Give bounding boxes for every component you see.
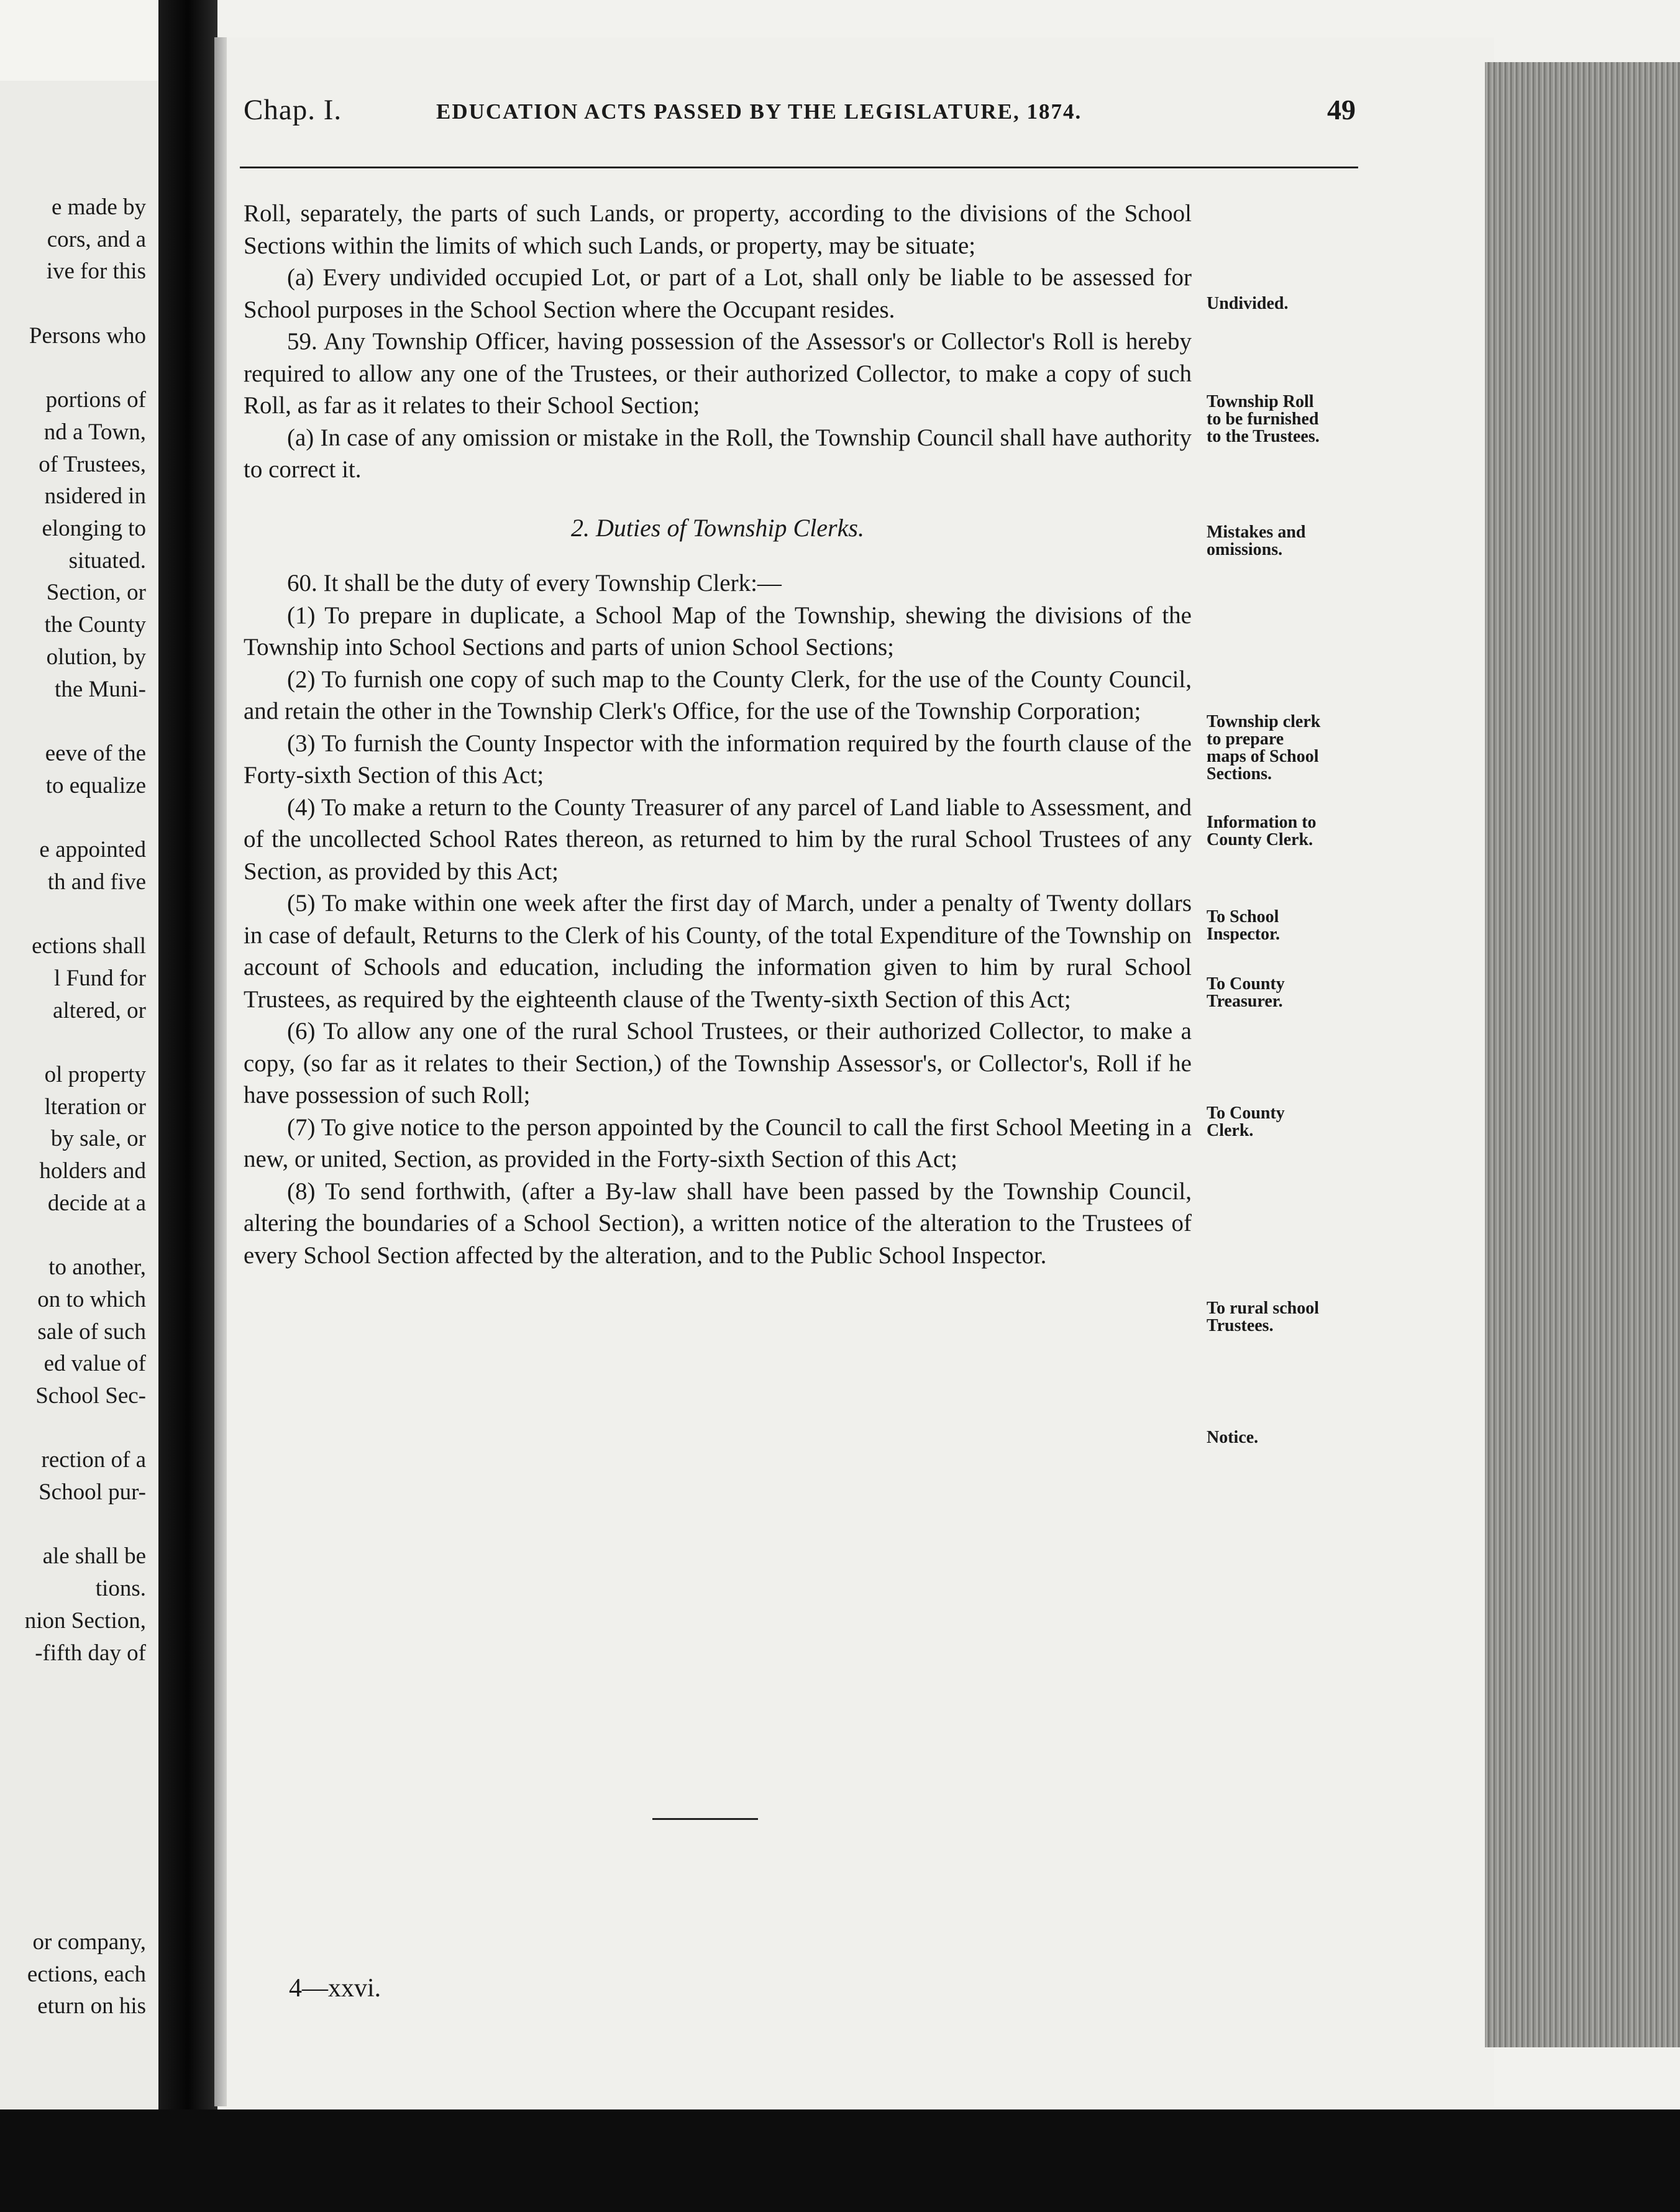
margin-note-mistakes: Mistakes and omissions. — [1207, 523, 1306, 559]
book-gutter — [158, 0, 217, 2113]
margin-note-notice: Notice. — [1207, 1428, 1259, 1447]
clause-4: (4) To make a return to the County Treasurer of any parcel of Land liable to Assessment, and of the uncollected School Rates thereon, as returned to him by the rural School Trustees of any Section, as provided by this Act; — [244, 793, 1192, 885]
clause-6: (6) To allow any one of the rural School Trustees, or their authorized Collector, to make a copy, (so far as it relates to their Section,) of the Township Assessor's, or Collector's, Roll if he have possession of such Roll; — [244, 1018, 1192, 1108]
left-page-line: ections shall — [32, 933, 146, 959]
left-page-line: -fifth day of — [35, 1640, 146, 1666]
section-heading: 2. Duties of Township Clerks. — [571, 513, 864, 542]
left-page-header-area — [0, 0, 158, 81]
left-page-line: ections, each — [27, 1961, 146, 1987]
margin-note-maps: Township clerk to prepare maps of School Sections. — [1207, 712, 1321, 784]
left-page-line: e appointed — [39, 837, 146, 862]
left-page-line: rection of a — [41, 1447, 146, 1473]
left-page-line: e made by — [51, 194, 146, 220]
scan-border — [0, 2109, 1680, 2212]
printer-signature: 4—xxvi. — [289, 1974, 381, 2003]
left-page-line: eeve of the — [45, 740, 146, 766]
left-page-line: by sale, or — [50, 1126, 146, 1152]
left-page-line: Persons who — [29, 322, 146, 349]
body-text — [244, 198, 1192, 1271]
chapter-label: Chap. I. — [244, 94, 342, 126]
left-page-line: decide at a — [47, 1190, 146, 1216]
paragraph: Roll, separately, the parts of such Lands, or property, according to the divisions of the School Sections within the limits of which such Lands, or property, may be situate; — [244, 200, 1192, 259]
left-page-line: or company, — [32, 1929, 146, 1955]
clause-2: (2) To furnish one copy of such map to the County Clerk, for the use of the County Council, and retain the other in the Township Clerk's Office, for the use of the Township Corporation; — [244, 665, 1192, 724]
header-rule — [240, 167, 1358, 168]
left-page-line: ale shall be — [42, 1543, 146, 1570]
gutter-shadow — [214, 37, 228, 2106]
left-page-line: altered, or — [53, 997, 146, 1023]
left-page-line: holders and — [39, 1158, 146, 1184]
left-page-line: lteration or — [44, 1094, 146, 1120]
left-page-line: situated. — [68, 547, 146, 574]
left-page-line: nd a Town, — [43, 419, 146, 445]
left-page-line: olution, by — [46, 644, 146, 670]
left-page-line: on to which — [37, 1286, 146, 1312]
left-page-line: l Fund for — [54, 965, 146, 991]
left-page-line: portions of — [45, 387, 146, 413]
end-rule — [652, 1818, 758, 1820]
left-page-line: nsidered in — [44, 483, 146, 510]
left-page-line: School pur- — [39, 1479, 146, 1505]
left-page-line: the Muni- — [55, 676, 146, 702]
left-page-line: to another, — [48, 1255, 146, 1281]
margin-note-undivided: Undivided. — [1207, 294, 1289, 313]
left-page-line: eturn on his — [37, 1993, 146, 2019]
margin-note-info-county: Information to County Clerk. — [1207, 813, 1317, 849]
left-page-line: th and five — [47, 869, 146, 895]
section-60: 60. It shall be the duty of every Township Clerk:— — [287, 570, 782, 596]
clause-5: (5) To make within one week after the first day of March, under a penalty of Twenty dollars in case of default, Returns to the Clerk of his County, of the total Expenditure of the Township on account of Schools and education, including the information given to him by rural School Trustees, as required by the eighteenth clause of the Twenty-sixth Section of this Act; — [244, 890, 1192, 1013]
page-number: 49 — [1327, 94, 1356, 126]
clause-7: (7) To give notice to the person appointed by the Council to call the first School Meeting in a new, or united, Section, as provided in the Forty-sixth Section of this Act; — [244, 1113, 1192, 1172]
clause-8: (8) To send forthwith, (after a By-law shall have been passed by the Township Council, altering the boundaries of a School Section), a written notice of the alteration to the Trustees of every School Section affected by the alteration, and to the Public School Inspector. — [244, 1177, 1192, 1269]
running-head — [244, 93, 1356, 137]
margin-note-roll: Township Roll to be furnished to the Trustees. — [1207, 392, 1320, 446]
paragraph: (a) Every undivided occupied Lot, or part of a Lot, shall only be liable to be assessed for School purposes in the School Section where the Occupant resides. — [244, 264, 1192, 323]
left-page-line: cors, and a — [47, 226, 146, 252]
left-page-line: Section, or — [46, 580, 146, 606]
clause-3: (3) To furnish the County Inspector with the information required by the fourth clause of the Forty-sixth Section of this Act; — [244, 729, 1192, 788]
left-page-line: to equalize — [45, 772, 146, 798]
left-page-line: ive for this — [46, 258, 146, 285]
left-page-line: the County — [44, 612, 146, 638]
left-page-line: School Sec- — [35, 1382, 146, 1409]
left-page-line: of Trustees, — [39, 451, 146, 477]
left-page-line: nion Section, — [24, 1607, 146, 1634]
left-page-line: sale of such — [37, 1319, 146, 1345]
margin-note-county-clerk: To County Clerk. — [1207, 1104, 1285, 1140]
left-page-line: ol property — [44, 1061, 146, 1087]
left-page-line: elonging to — [42, 516, 146, 541]
section-59: 59. Any Township Officer, having possession of the Assessor's or Collector's Roll is hereby required to allow any one of the Trustees, or their authorized Collector, to make a copy of such Roll, as far as it relates to their School Section; — [244, 328, 1192, 419]
left-page-line: tions. — [95, 1576, 146, 1602]
margin-note-rural: To rural school Trustees. — [1207, 1299, 1319, 1335]
left-page-line: ed value of — [43, 1351, 146, 1377]
running-title: EDUCATION ACTS PASSED BY THE LEGISLATURE, 1874. — [436, 99, 1082, 124]
margin-note-treasurer: To County Treasurer. — [1207, 974, 1285, 1011]
page-edges — [1485, 62, 1680, 2047]
clause-1: (1) To prepare in duplicate, a School Map of the Township, shewing the divisions of the Township into School Sections and parts of union School Sections; — [244, 601, 1192, 660]
paragraph: (a) In case of any omission or mistake in the Roll, the Township Council shall have authority to correct it. — [244, 424, 1192, 483]
margin-note-school-inspector: To School Inspector. — [1207, 907, 1280, 944]
